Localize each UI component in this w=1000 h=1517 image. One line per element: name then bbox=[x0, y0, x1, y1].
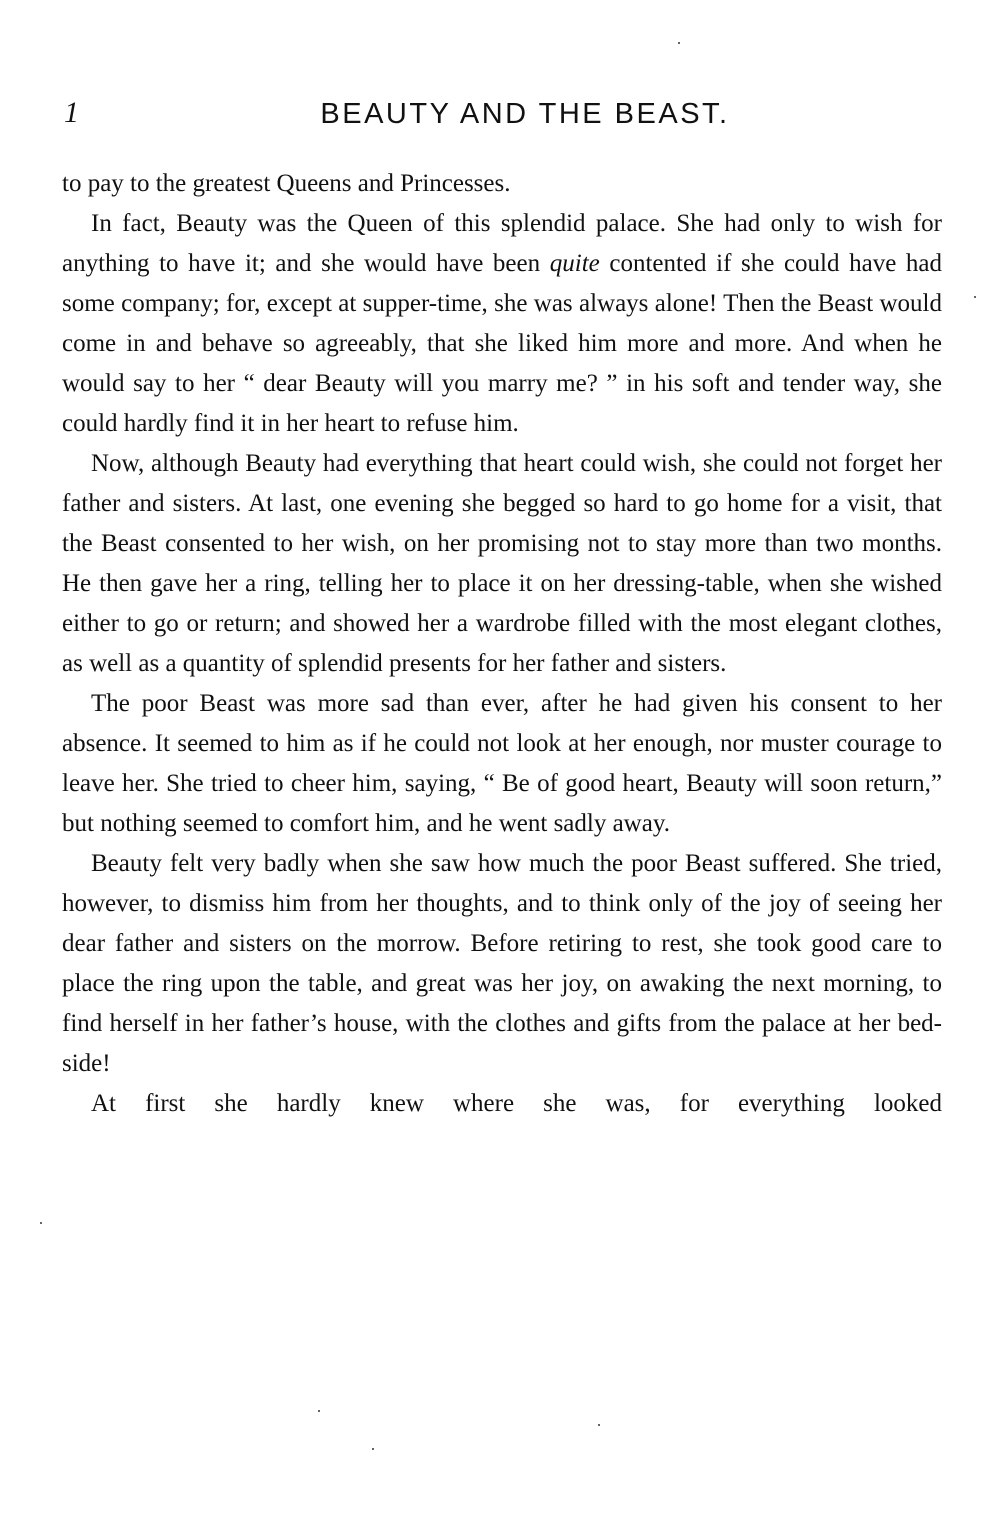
paragraph-text: In fact, Beauty was the Queen of this splendid palace. She had only to wish for anything to have it; and she would have been bbox=[62, 210, 942, 277]
print-speck bbox=[974, 296, 976, 298]
emphasized-word: quite bbox=[549, 250, 600, 277]
print-speck bbox=[372, 1448, 374, 1450]
paragraph-text: At first she hardly knew where she was, for everything looked bbox=[91, 1090, 942, 1117]
paragraph-text: contented if she could have had some company; for, except at supper-time, she was always alone! Then the Beast would come in and behave so agreeably, that she liked him more and more. And when he would say to her “ dear Beauty will you marry me? ” in his soft and tender way, she could hardly find it in her heart to refuse him. bbox=[62, 250, 943, 437]
page-number: 1 bbox=[64, 96, 79, 129]
paragraph-2 bbox=[62, 204, 942, 444]
body-text bbox=[62, 164, 942, 1124]
page-header bbox=[62, 96, 942, 140]
print-speck bbox=[598, 1424, 600, 1426]
paragraph-text: Beauty felt very badly when she saw how much the poor Beast suffered. She tried, however, to dismiss him from her thoughts, and to think only of the joy of seeing her dear father and sisters on the morrow. Before retiring to rest, she took good care to place the ring upon the table, and great was her joy, on awaking the next morning, to find herself in her father’s house, with the clothes and gifts from the palace at her bed-side! bbox=[62, 850, 942, 1077]
paragraph-5 bbox=[62, 844, 942, 1084]
paragraph-text: Now, although Beauty had everything that heart could wish, she could not forget her father and sisters. At last, one evening she begged so hard to go home for a visit, that the Beast consented to her wish, on her promising not to stay more than two months. He then gave her a ring, telling her to place it on her dressing-table, when she wished either to go or return; and showed her a wardrobe filled with the most elegant clothes, as well as a quantity of splendid presents for her father and sisters. bbox=[62, 450, 942, 677]
print-speck bbox=[318, 1410, 320, 1412]
paragraph-1 bbox=[62, 164, 942, 204]
print-speck bbox=[678, 42, 680, 44]
paragraph-4 bbox=[62, 684, 942, 844]
paragraph-3 bbox=[62, 444, 942, 684]
paragraph-text: to pay to the greatest Queens and Princesses. bbox=[62, 170, 511, 197]
paragraph-text: The poor Beast was more sad than ever, after he had given his consent to her absence. It seemed to him as if he could not look at her enough, nor muster courage to leave her. She tried to cheer him, saying, “ Be of good heart, Beauty will soon return,” but nothing seemed to comfort him, and he went sadly away. bbox=[62, 690, 942, 837]
paragraph-6 bbox=[62, 1084, 942, 1124]
running-title: BEAUTY AND THE BEAST. bbox=[320, 98, 730, 130]
print-speck bbox=[40, 1222, 42, 1224]
